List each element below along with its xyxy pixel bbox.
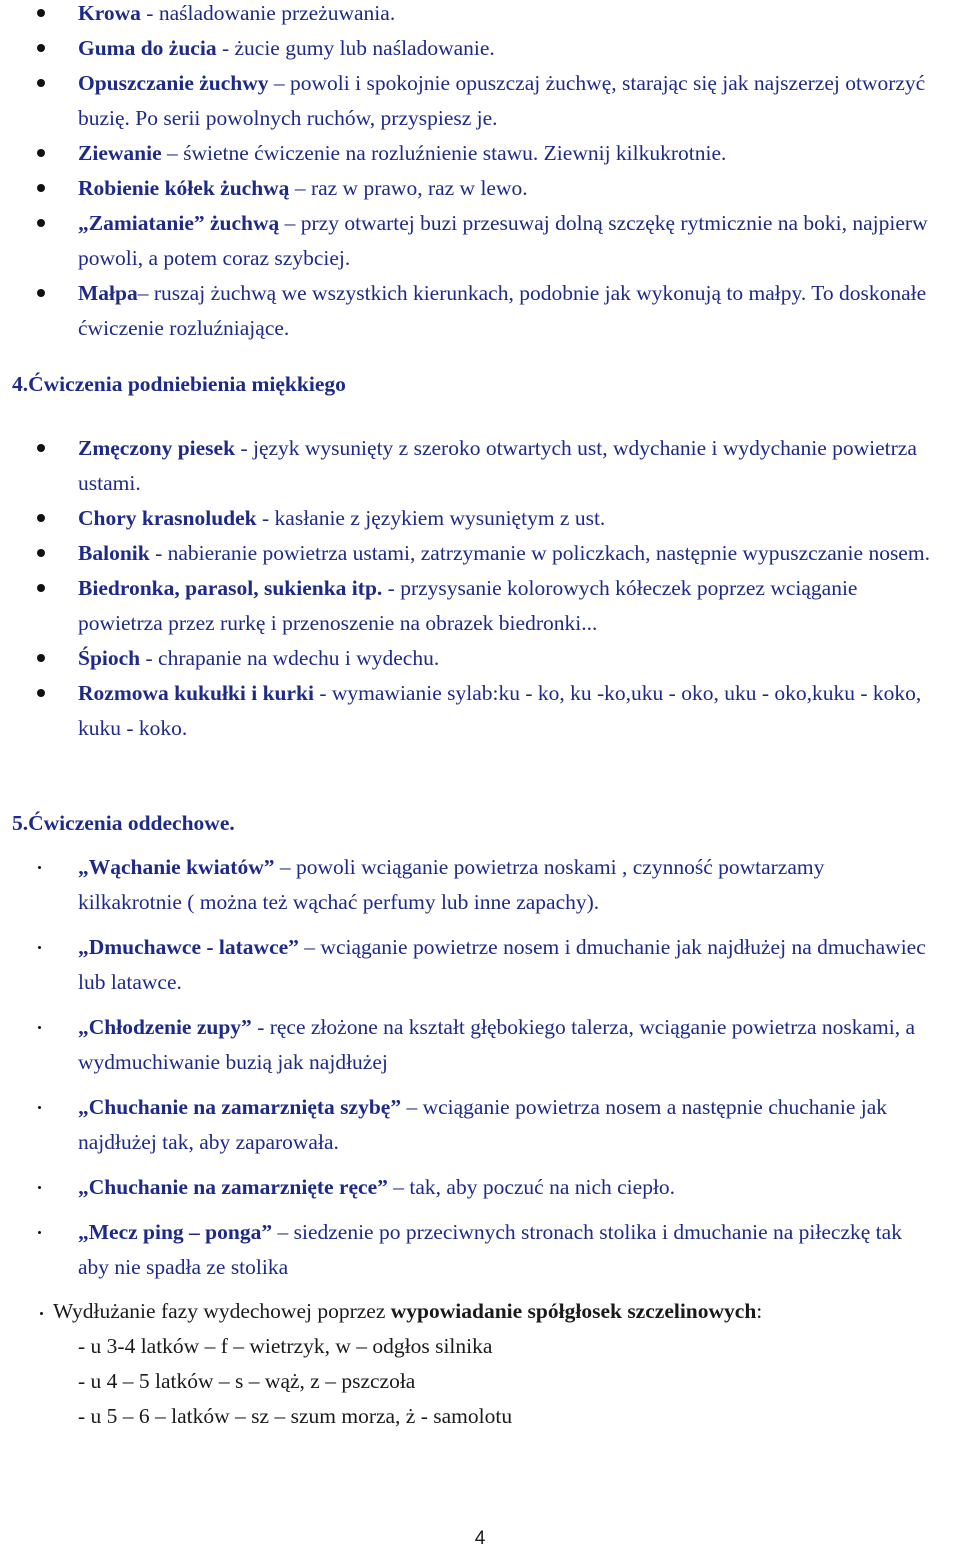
bullet-dot	[37, 584, 45, 592]
page-number: 4	[474, 1528, 486, 1549]
list-item	[0, 641, 930, 676]
item-text: – wciąganie powietrza nosem a następnie chuchanie jak najdłużej tak, aby zaparowała.	[78, 1095, 888, 1154]
bullet-dot	[38, 1231, 41, 1234]
age-line: - u 5 – 6 – latków – sz – szum morza, ż - samolotu	[78, 1404, 513, 1428]
item-title: Małpa	[78, 281, 138, 305]
item-title: Robienie kółek żuchwą	[78, 176, 290, 200]
exhalation-block	[40, 1294, 940, 1434]
list-item	[0, 536, 930, 571]
item-title: Balonik	[78, 541, 150, 565]
item-title: Zmęczony piesek	[78, 436, 236, 460]
bullet-dot	[37, 149, 45, 157]
bullet-dot	[37, 79, 45, 87]
exhalation-lead	[40, 1294, 940, 1329]
item-title: „Wąchanie kwiatów”	[78, 855, 275, 879]
bullet-dot	[38, 946, 41, 949]
exhalation-lead-end: :	[756, 1299, 763, 1323]
bullet-dot	[38, 866, 41, 869]
item-text: – powoli i spokojnie opuszczaj żuchwę, starając się jak najszerzej otworzyć buzię. Po serii powolnych ruchów, przyspiesz je.	[78, 71, 926, 130]
item-title: Rozmowa kukułki i kurki	[78, 681, 314, 705]
item-text: - ręce złożone na kształt głębokiego talerza, wciąganie powietrza noskami, a wydmuchiwanie buzią jak najdłużej	[78, 1015, 916, 1074]
age-line: - u 4 – 5 latków – s – wąż, z – pszczoła	[78, 1369, 416, 1393]
bullet-dot	[37, 549, 45, 557]
item-text: – przy otwartej buzi przesuwaj dolną szczękę rytmicznie na boki, najpierw powoli, a potem coraz szybciej.	[78, 211, 928, 270]
item-title: „Chłodzenie zupy”	[78, 1015, 252, 1039]
item-text: – powoli wciąganie powietrza noskami , czynność powtarzamy kilkakrotnie ( można też wąchać perfumy lub inne zapachy).	[78, 855, 825, 914]
list-item	[0, 171, 930, 206]
item-title: „Zamiatanie” żuchwą	[78, 211, 280, 235]
item-text: – ruszaj żuchwą we wszystkich kierunkach, podobnie jak wykonują to małpy. To doskonałe ćwiczenie rozluźniające.	[78, 281, 927, 340]
item-title: Krowa	[78, 1, 141, 25]
section5-list	[0, 850, 930, 1285]
section3-list	[0, 0, 930, 346]
item-text: - żucie gumy lub naśladowanie.	[216, 36, 495, 60]
item-title: „Mecz ping – ponga”	[78, 1220, 273, 1244]
item-text: - przysysanie kolorowych kółeczek poprzez wciąganie powietrza przez rurkę i przenoszenie na obrazek biedronki...	[78, 576, 858, 635]
item-title: Biedronka, parasol, sukienka itp.	[78, 576, 383, 600]
bullet-dot	[37, 654, 45, 662]
list-item	[0, 930, 930, 1000]
item-title: „Dmuchawce - latawce”	[78, 935, 299, 959]
section4-list	[0, 431, 930, 746]
list-item	[0, 1215, 930, 1285]
list-item	[0, 571, 930, 641]
list-item	[0, 31, 930, 66]
exhalation-lead-text: Wydłużanie fazy wydechowej poprzez	[53, 1299, 391, 1323]
item-title: Ziewanie	[78, 141, 162, 165]
item-title: Chory krasnoludek	[78, 506, 257, 530]
bullet-dot	[37, 184, 45, 192]
section4-heading: 4.Ćwiczenia podniebienia miękkiego	[12, 372, 346, 396]
item-text: - chrapanie na wdechu i wydechu.	[140, 646, 440, 670]
list-item	[0, 501, 930, 536]
item-text: - naśladowanie przeżuwania.	[140, 1, 396, 25]
list-item	[0, 431, 930, 501]
list-item	[0, 276, 930, 346]
item-text: - kasłanie z językiem wysuniętym z ust.	[256, 506, 606, 530]
list-item	[0, 206, 930, 276]
bullet-dot	[38, 1106, 41, 1109]
bullet-dot	[40, 1312, 43, 1315]
list-item	[0, 1170, 930, 1205]
section5-heading: 5.Ćwiczenia oddechowe.	[12, 811, 235, 835]
item-title: Opuszczanie żuchwy	[78, 71, 269, 95]
list-item	[0, 1090, 930, 1160]
bullet-dot	[37, 9, 45, 17]
item-title: „Chuchanie na zamarznięta szybę”	[78, 1095, 402, 1119]
list-item	[0, 1010, 930, 1080]
bullet-dot	[37, 44, 45, 52]
item-title: „Chuchanie na zamarznięte ręce”	[78, 1175, 388, 1199]
item-title: Guma do żucia	[78, 36, 217, 60]
item-text: – tak, aby poczuć na nich ciepło.	[387, 1175, 676, 1199]
item-text: - wymawianie sylab:ku - ko, ku -ko,uku - oko, uku - oko,kuku - koko, kuku - koko.	[78, 681, 922, 740]
item-text: - język wysunięty z szeroko otwartych ust, wdychanie i wydychanie powietrza ustami.	[78, 436, 917, 495]
exhalation-lead-bold: wypowiadanie spółgłosek szczelinowych	[390, 1299, 757, 1323]
bullet-dot	[38, 1026, 41, 1029]
list-item	[0, 850, 930, 920]
list-item	[0, 136, 930, 171]
bullet-dot	[37, 514, 45, 522]
bullet-dot	[37, 689, 45, 697]
bullet-dot	[38, 1186, 41, 1189]
item-title: Śpioch	[78, 646, 141, 670]
item-text: - nabieranie powietrza ustami, zatrzymanie w policzkach, następnie wypuszczanie nosem.	[149, 541, 930, 565]
list-item	[0, 676, 930, 746]
item-text: – świetne ćwiczenie na rozluźnienie stawu. Ziewnij kilkukrotnie.	[161, 141, 727, 165]
item-text: – raz w prawo, raz w lewo.	[289, 176, 528, 200]
bullet-dot	[37, 289, 45, 297]
list-item	[0, 0, 930, 31]
item-text: – wciąganie powietrze nosem i dmuchanie jak najdłużej na dmuchawiec lub latawce.	[78, 935, 926, 994]
item-text: – siedzenie po przeciwnych stronach stolika i dmuchanie na piłeczkę tak aby nie spadła ze stolika	[78, 1220, 902, 1279]
bullet-dot	[37, 219, 45, 227]
bullet-dot	[37, 444, 45, 452]
list-item	[0, 66, 930, 136]
age-line: - u 3-4 latków – f – wietrzyk, w – odgłos silnika	[78, 1334, 493, 1358]
